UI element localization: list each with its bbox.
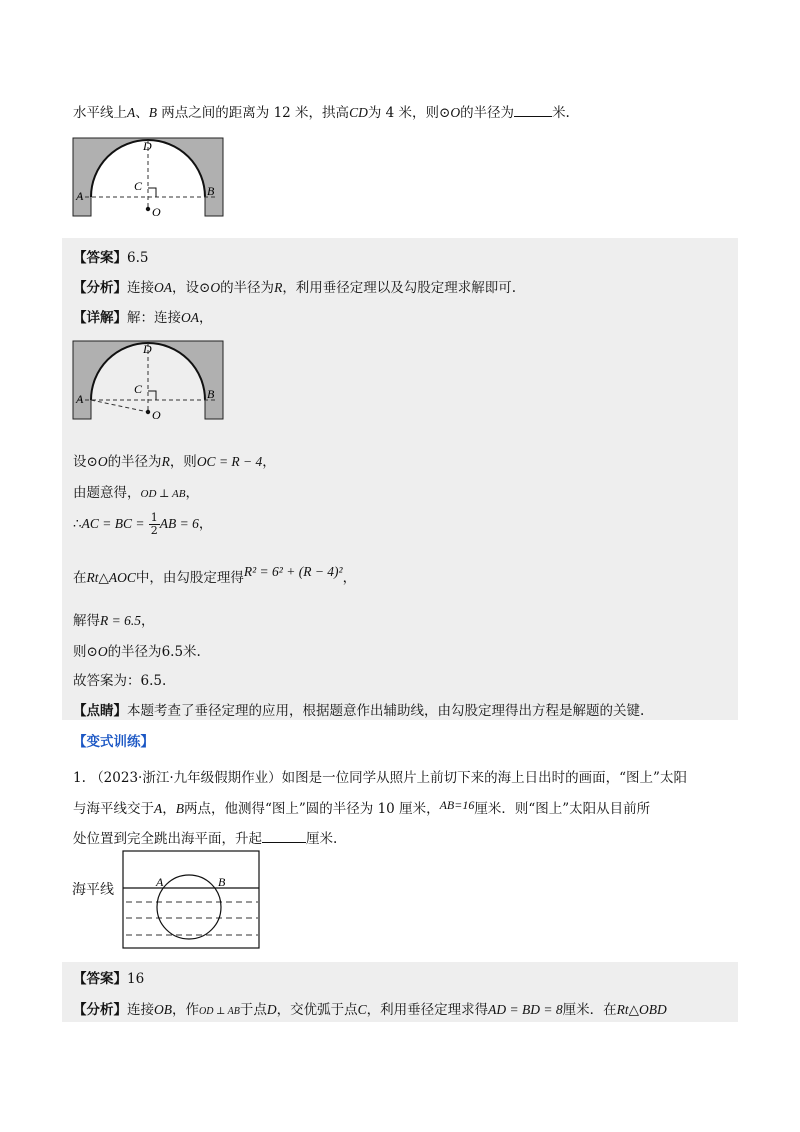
label-o: O bbox=[152, 205, 161, 219]
radius-r: R bbox=[274, 280, 283, 295]
comment-1 bbox=[73, 699, 644, 719]
chord-ab-label: AB bbox=[439, 798, 455, 812]
solution-step-6 bbox=[73, 640, 201, 660]
analysis-text: 于点 bbox=[239, 1002, 267, 1018]
equation-ab-6: AB = 6 bbox=[159, 516, 199, 531]
analysis-text: 连接 bbox=[127, 1002, 154, 1018]
detail-text2: ， bbox=[199, 310, 213, 326]
detail-text1: 解：连接 bbox=[127, 310, 181, 326]
step-text: 米. bbox=[183, 644, 201, 660]
label-b: B bbox=[207, 387, 215, 401]
segment-cd: CD bbox=[349, 105, 368, 120]
analysis-text: ，交优弧于点 bbox=[276, 1002, 358, 1018]
sunrise-diagram bbox=[122, 850, 260, 950]
label-o: O bbox=[152, 408, 161, 422]
center-o: O bbox=[450, 105, 461, 120]
question-2-line-3 bbox=[73, 827, 337, 847]
q1-sep: 、 bbox=[135, 105, 149, 121]
analysis-text: ，作 bbox=[172, 1002, 199, 1018]
center-point bbox=[146, 207, 150, 211]
label-a: A bbox=[76, 189, 84, 203]
comment-tag: 【点睛】 bbox=[73, 703, 127, 719]
solution-step-1 bbox=[73, 450, 276, 470]
center-o: O bbox=[97, 454, 108, 469]
chord-ab-value: =16 bbox=[454, 798, 475, 812]
center-o: O bbox=[97, 644, 108, 659]
question-number: 1. bbox=[73, 770, 86, 786]
question-source: （2023·浙江·九年级假期作业） bbox=[90, 770, 282, 786]
segment-oa: OA bbox=[181, 310, 199, 325]
arch-diagram-1 bbox=[72, 137, 224, 221]
question-text: 与海平线交于 bbox=[73, 801, 154, 817]
step-text: 则 bbox=[73, 644, 87, 660]
label-d: D bbox=[143, 139, 152, 153]
question-2-line-2 bbox=[73, 797, 650, 817]
question-2-line-1 bbox=[73, 766, 687, 786]
step-text: ， bbox=[185, 485, 199, 501]
point-b-label: B bbox=[175, 801, 184, 816]
analysis-tag: 【分析】 bbox=[73, 280, 127, 296]
answer-value: 16 bbox=[127, 971, 145, 987]
answer-value: 6.5 bbox=[127, 250, 149, 266]
analysis-1 bbox=[73, 276, 516, 296]
segment-oa: OA bbox=[154, 280, 172, 295]
sea-level-label: 海平线 bbox=[72, 882, 114, 898]
q1-text-mid2: 为 4 米，则 bbox=[367, 105, 439, 121]
solution-step-3 bbox=[73, 512, 212, 537]
question-text: ， bbox=[162, 801, 176, 817]
analysis-text1: 连接 bbox=[127, 280, 154, 296]
question-1 bbox=[73, 101, 570, 121]
answer-2 bbox=[73, 967, 144, 987]
q1-text-mid1: 两点之间的距离为 12 米，拱高 bbox=[157, 105, 350, 121]
label-a: A bbox=[156, 875, 164, 889]
label-c: C bbox=[134, 382, 143, 396]
equation-ad-bd: AD = BD = 8 bbox=[488, 1002, 563, 1017]
final-answer: 6.5 bbox=[140, 673, 162, 689]
triangle-obd: Rt△OBD bbox=[616, 1002, 667, 1017]
point-c-label: C bbox=[357, 1002, 367, 1017]
perpendicular-od-ab: OD ⊥ AB bbox=[199, 1006, 240, 1017]
fraction-numerator: 1 bbox=[150, 511, 158, 524]
detail-1 bbox=[73, 306, 213, 326]
answer-blank bbox=[514, 104, 552, 117]
step-text: 在 bbox=[73, 570, 87, 586]
fraction-denominator: 2 bbox=[150, 524, 158, 537]
label-a: A bbox=[76, 392, 84, 406]
question-text: 厘米．则“图上”太阳从目前所 bbox=[474, 801, 651, 817]
label-c: C bbox=[134, 179, 143, 193]
question-text: 厘米. bbox=[306, 831, 338, 847]
step-text: 的半径为 bbox=[107, 454, 162, 470]
step-text: . bbox=[161, 673, 167, 689]
arch-diagram-2 bbox=[72, 340, 224, 424]
answer-tag: 【答案】 bbox=[73, 250, 127, 266]
solution-step-5 bbox=[73, 609, 154, 629]
point-b-label: B bbox=[148, 105, 157, 120]
therefore-symbol: ∴ bbox=[73, 516, 82, 532]
answer-1 bbox=[73, 246, 148, 266]
equation-r-value: R = 6.5 bbox=[100, 613, 141, 628]
step-text: 中，由勾股定理得 bbox=[135, 570, 244, 586]
section-title: 【变式训练】 bbox=[73, 734, 154, 750]
step-text: 设 bbox=[73, 454, 87, 470]
circle-symbol: ⊙ bbox=[439, 105, 451, 121]
right-angle-mark bbox=[148, 188, 156, 197]
point-a-label: A bbox=[127, 105, 136, 120]
analysis-text2: ，设 bbox=[172, 280, 199, 296]
analysis-2 bbox=[73, 998, 667, 1018]
fraction-half bbox=[149, 512, 160, 537]
circle-symbol: ⊙ bbox=[199, 280, 211, 296]
step-text: 由题意得， bbox=[73, 485, 141, 501]
analysis-text: ，利用垂径定理求得 bbox=[366, 1002, 489, 1018]
right-angle-mark bbox=[148, 391, 156, 400]
circle-symbol: ⊙ bbox=[86, 454, 98, 470]
point-d-label: D bbox=[266, 1002, 277, 1017]
solution-step-4 bbox=[73, 566, 356, 586]
step-text: 的半径为 bbox=[107, 644, 162, 660]
step-text: ， bbox=[140, 613, 155, 629]
picture-frame bbox=[123, 851, 259, 948]
equation-ac-bc: AC = BC = bbox=[81, 516, 145, 531]
analysis-text4: ，利用垂径定理以及勾股定理求解即可. bbox=[282, 280, 517, 296]
radius-r: R bbox=[161, 454, 170, 469]
analysis-text: 厘米．在 bbox=[562, 1002, 617, 1018]
label-d: D bbox=[143, 342, 152, 356]
detail-tag: 【详解】 bbox=[73, 310, 127, 326]
question-text: 如图是一位同学从照片上前切下来的海上日出时的画面，“图上”太阳 bbox=[281, 770, 687, 786]
answer-blank bbox=[262, 830, 306, 843]
step-text: ， bbox=[262, 454, 276, 470]
q1-text-post: 的半径为 bbox=[460, 105, 515, 121]
center-point bbox=[146, 410, 150, 414]
equation-pythagoras: R² = 6² + (R − 4)² bbox=[243, 564, 343, 579]
center-o: O bbox=[210, 280, 221, 295]
step-text: ， bbox=[342, 570, 357, 586]
segment-ob: OB bbox=[154, 1002, 172, 1017]
question-text: 处位置到完全跳出海平面，升起 bbox=[73, 831, 262, 847]
q1-text: 水平线上 bbox=[73, 105, 127, 121]
step-text: ，则 bbox=[169, 454, 197, 470]
analysis-tag: 【分析】 bbox=[73, 1002, 127, 1018]
label-b: B bbox=[207, 184, 215, 198]
equation-oc: OC = R − 4 bbox=[196, 454, 263, 469]
segment-oa bbox=[91, 400, 148, 412]
step-text: 解得 bbox=[73, 613, 100, 629]
point-a-label: A bbox=[154, 801, 163, 816]
solution-step-2 bbox=[73, 481, 199, 501]
triangle-aoc: Rt△AOC bbox=[86, 570, 136, 585]
radius-value: 6.5 bbox=[161, 644, 184, 660]
q1-text-end: 米. bbox=[552, 105, 570, 121]
circle-symbol: ⊙ bbox=[86, 644, 98, 660]
analysis-text3: 的半径为 bbox=[220, 280, 275, 296]
answer-tag: 【答案】 bbox=[73, 971, 127, 987]
equation-perpendicular: OD ⊥ AB bbox=[140, 488, 186, 500]
comment-text: 本题考查了垂径定理的应用，根据题意作出辅助线，由勾股定理得出方程是解题的关键. bbox=[127, 703, 645, 719]
question-text: 两点，他测得“图上”圆的半径为 10 厘米， bbox=[184, 801, 440, 817]
step-text: ， bbox=[198, 516, 213, 532]
label-b: B bbox=[218, 875, 226, 889]
solution-step-7 bbox=[73, 669, 166, 689]
step-text: 故答案为： bbox=[73, 673, 141, 689]
